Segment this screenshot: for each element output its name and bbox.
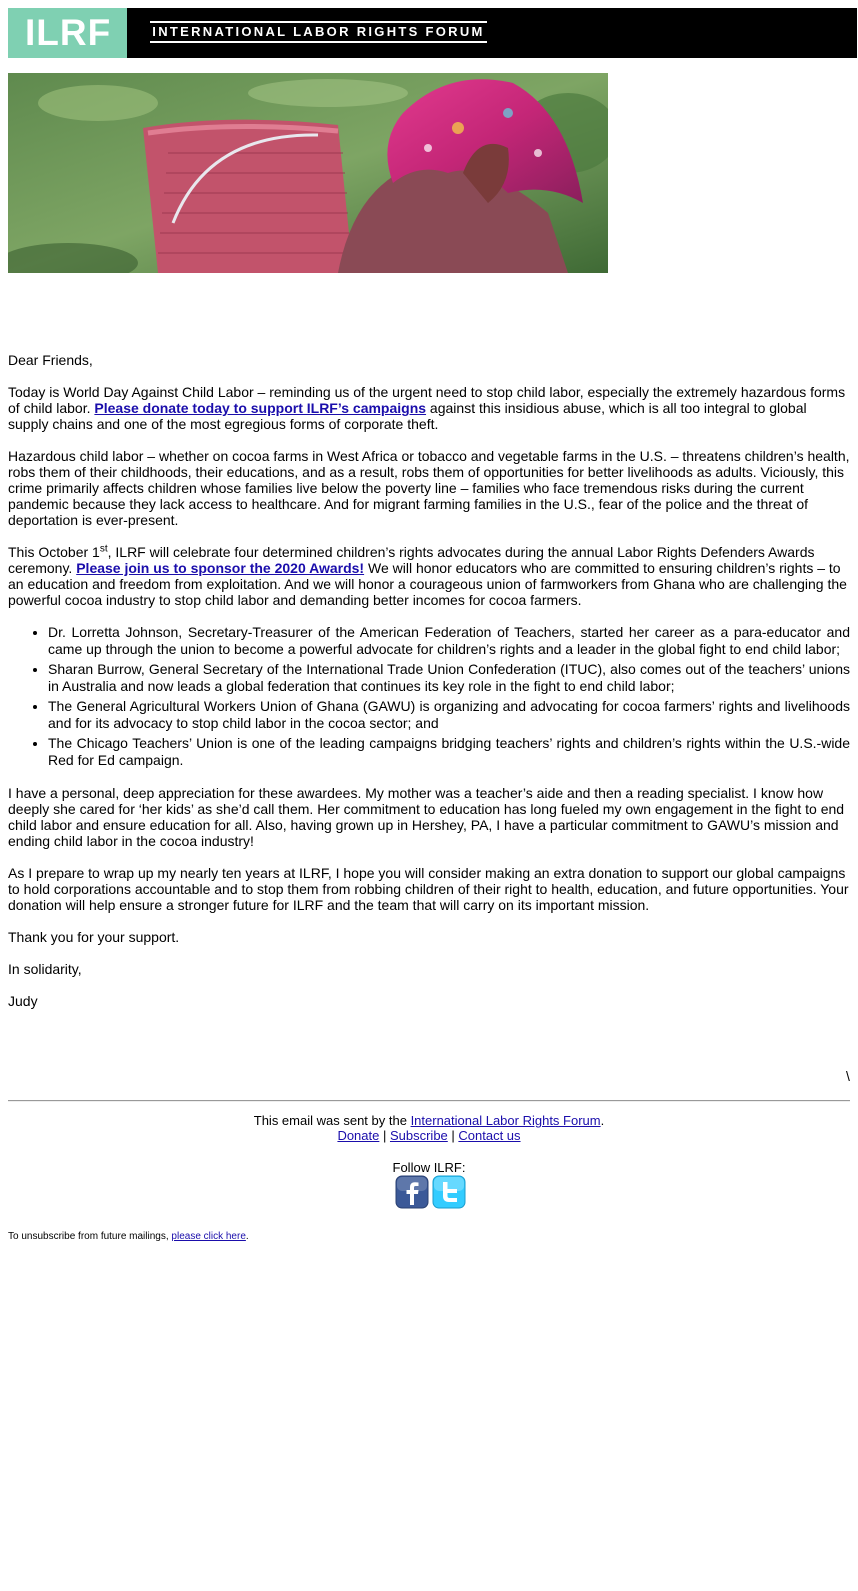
thanks-line: Thank you for your support. bbox=[8, 929, 180, 945]
paragraph-text: This October 1 bbox=[8, 544, 100, 560]
logo[interactable] bbox=[8, 8, 127, 58]
sent-by-line bbox=[8, 1113, 850, 1128]
sent-by-text: This email was sent by the bbox=[253, 1113, 411, 1128]
paragraph-text: Today is World Day Against Child Labor – reminding us of the urgent need to stop child labor, especially the extremely hazardous forms of child labor. bbox=[8, 384, 846, 416]
list-item: • Sharan Burrow, General Secretary of the International Trade Union Confederation (ITUC), also comes out of the teachers’ unions in Australia and now leads a global federation that continues its key role in the fight to end child labor; bbox=[48, 661, 850, 695]
facebook-icon[interactable] bbox=[395, 1175, 429, 1209]
paragraph-text: , ILRF will celebrate four determined children’s rights advocates during the annual Labor Rights Defenders Awards ceremony. bbox=[8, 544, 815, 576]
org-name-rule bbox=[150, 41, 487, 43]
hero-image bbox=[8, 73, 608, 273]
org-link[interactable]: International Labor Rights Forum bbox=[410, 1113, 601, 1128]
paragraph bbox=[8, 384, 850, 432]
awardee-list bbox=[8, 624, 850, 769]
list-item: • The General Agricultural Workers Union of Ghana (GAWU) is organizing and advocating for cocoa farmers’ rights and livelihoods and for its advocacy to stop child labor in the cocoa sector; and bbox=[48, 698, 850, 732]
paragraph-text: We will honor educators who are committed to ensuring children’s rights – to an education and freedom from exploitation. And we will honor a courageous union of farmworkers from Ghana who are challenging the powerful cocoa industry to stop child labor and demanding better incomes for cocoa farmers. bbox=[8, 560, 847, 608]
closing-line: In solidarity, bbox=[8, 961, 82, 977]
ordinal-suffix: st bbox=[99, 543, 108, 555]
org-name-text: INTERNATIONAL LABOR RIGHTS FORUM bbox=[152, 24, 485, 39]
follow-label: Follow ILRF: bbox=[392, 1160, 466, 1175]
period: . bbox=[600, 1113, 605, 1128]
paragraph-text: against this insidious abuse, which is all too integral to global supply chains and one of the most egregious forms of corporate theft. bbox=[8, 400, 807, 432]
twitter-icon[interactable] bbox=[432, 1175, 466, 1209]
unsubscribe-line bbox=[8, 1231, 249, 1242]
list-item: • The Chicago Teachers’ Union is one of the leading campaigns bridging teachers’ rights and children’s rights within the U.S.-wide Red for Ed campaign. bbox=[48, 735, 850, 769]
separator: | bbox=[379, 1128, 390, 1143]
letter-body bbox=[8, 352, 850, 1025]
org-name-rule bbox=[150, 21, 487, 23]
list-item: • Dr. Lorretta Johnson, Secretary-Treasurer of the American Federation of Teachers, started her career as a para-educator and came up through the union to become a powerful advocate for children’s rights and a leader in the global fight to end child labor; bbox=[48, 624, 850, 658]
sponsor-awards-link[interactable]: Please join us to sponsor the 2020 Awards! bbox=[76, 560, 365, 576]
paragraph: Hazardous child labor – whether on cocoa farms in West Africa or tobacco and vegetable farms in the U.S. – threatens children’s health, robs them of their childhoods, their educations, and as a result, robs them of opportunities for better livelihoods as adults. Viciously, this crime primarily affects children whose families live below the poverty line – families who face tremendous risks during the current pandemic because they lack access to healthcare. And for migrant farming families in the U.S., fear of the police and the threat of deportation is ever-present. bbox=[8, 448, 850, 528]
stray-character: \ bbox=[846, 1068, 850, 1084]
subscribe-link[interactable]: Subscribe bbox=[389, 1128, 448, 1143]
separator: | bbox=[447, 1128, 459, 1143]
unsubscribe-link[interactable]: please click here bbox=[171, 1231, 246, 1242]
footer bbox=[8, 1113, 850, 1143]
contact-us-link[interactable]: Contact us bbox=[458, 1128, 521, 1143]
greeting: Dear Friends, bbox=[8, 352, 93, 368]
paragraph bbox=[8, 544, 850, 608]
footer-links bbox=[8, 1128, 850, 1143]
period: . bbox=[245, 1231, 249, 1242]
signature: Judy bbox=[8, 993, 38, 1009]
paragraph: I have a personal, deep appreciation for these awardees. My mother was a teacher’s aide and then a reading specialist. I know how deeply she cared for ‘her kids’ as she’d call them. Her commitment to education has long fueled my own engagement in the fight to end child labor and ensure education for all. Also, having grown up in Hershey, PA, I have a particular commitment to GAWU’s mission and ending child labor in the cocoa industry! bbox=[8, 785, 845, 849]
footer-divider bbox=[8, 1100, 850, 1102]
org-name-banner bbox=[150, 19, 487, 43]
donate-footer-link[interactable]: Donate bbox=[337, 1128, 380, 1143]
unsubscribe-text: To unsubscribe from future mailings, bbox=[8, 1231, 172, 1242]
logo-text: ILRF bbox=[25, 12, 112, 53]
donate-link[interactable]: Please donate today to support ILRF’s campaigns bbox=[94, 400, 427, 416]
paragraph: As I prepare to wrap up my nearly ten years at ILRF, I hope you will consider making an extra donation to support our global campaigns to hold corporations accountable and to stop them from robbing children of their right to health, education, and future opportunities. Your donation will help ensure a stronger future for ILRF and the team that will carry on its important mission. bbox=[8, 865, 849, 913]
header-banner bbox=[8, 8, 857, 58]
